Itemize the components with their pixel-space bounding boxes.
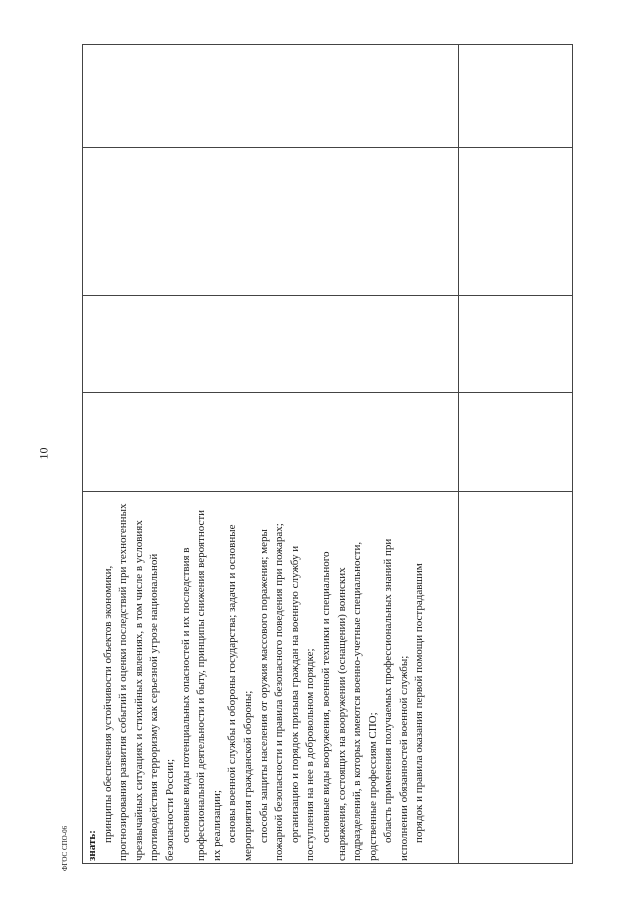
cell-label: знать:	[86, 830, 98, 861]
knowledge-item: способы защиты населения от оружия массового поражения; меры пожарной безопасности и правила безопасного поведения при пожарах;	[257, 523, 286, 861]
knowledge-item: область применения получаемых профессиональных знаний при исполнении обязанностей военной службы;	[382, 538, 410, 861]
knowledge-item: основные виды потенциальных опасностей и их последствия в профессиональной деятельности и быту, принципы снижения вероятности их реализации;	[179, 509, 223, 861]
knowledge-item: принципы обеспечения устойчивости объектов экономики, прогнозирования развития событий и оценки последствий при техногенных чрезвычайных ситуациях и стихийных явлениях, в том числе в условиях противодействия терроризму как серьезной угрозе национальной безопасности России;	[101, 503, 176, 861]
knowledge-item: порядок и правила оказания первой помощи пострадавшим	[413, 563, 426, 843]
table-row-divider	[83, 392, 572, 393]
knowledge-item: основные виды вооружения, военной техники и специального снаряжения, состоящих на вооружении (оснащении) воинских подразделений, в которых имеются военно-учетные специальности, родственные профессиям СПО;	[319, 541, 379, 861]
knowledge-item: основы военной службы и обороны государства; задачи и основные мероприятия гражданской обороны;	[226, 524, 254, 861]
knowledge-cell	[83, 491, 569, 866]
table-row-divider	[83, 295, 572, 296]
table-row-divider	[83, 147, 572, 148]
footer-code: ФГОС СПО-06	[61, 825, 69, 871]
competency-table	[82, 44, 573, 864]
page-number: 10	[36, 447, 51, 460]
knowledge-item: организацию и порядок призыва граждан на военную службу и поступления на нее в добровольном порядке;	[288, 545, 317, 861]
